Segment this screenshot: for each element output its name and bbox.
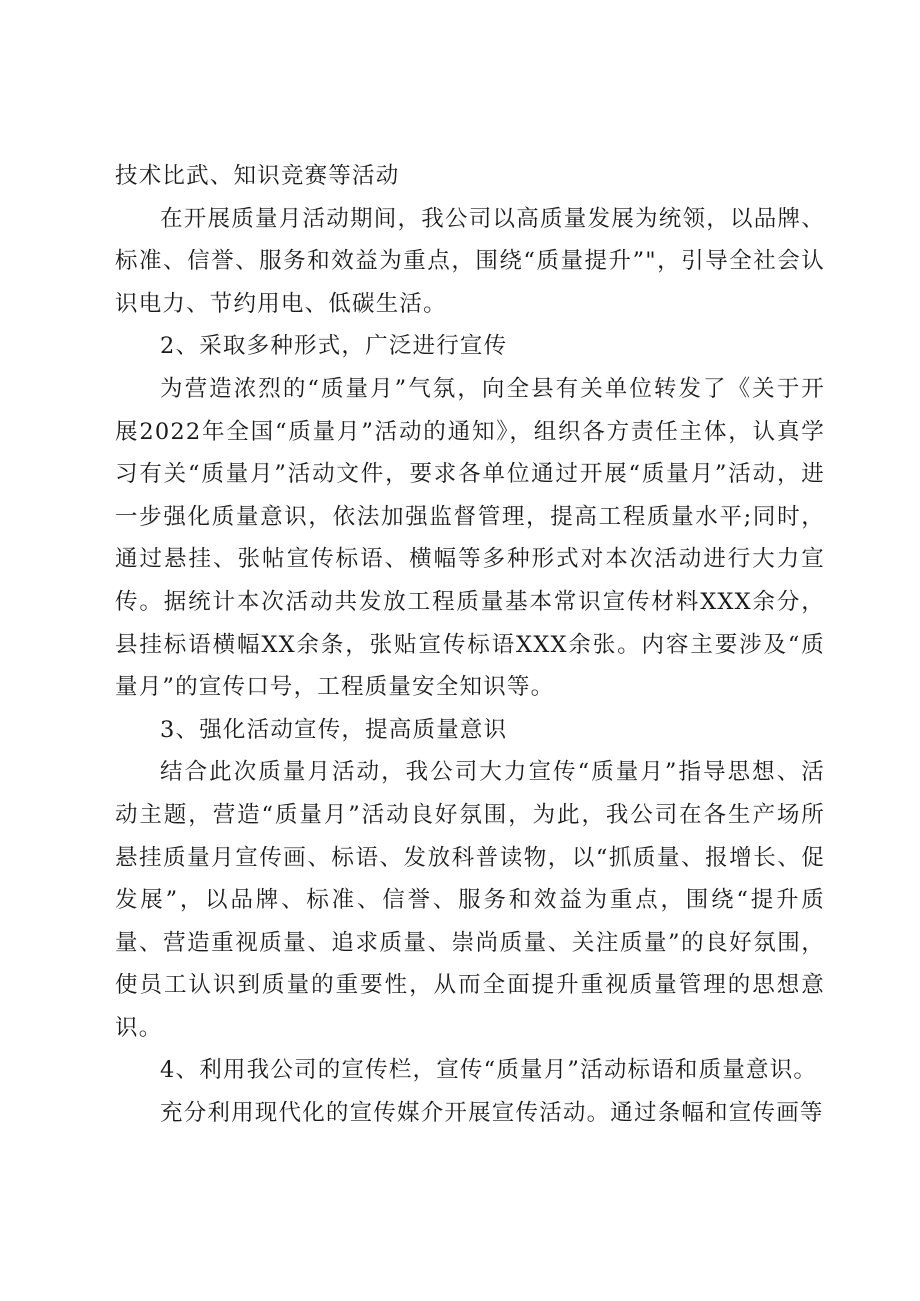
section-heading-3: 3、强化活动宣传，提高质量意识 (160, 716, 508, 743)
section-heading-4: 4、利用我公司的宣传栏，宣传“质量月”活动标语和质量意识。 (160, 1057, 818, 1084)
section-heading-2: 2、采取多种形式，广泛进行宣传 (160, 333, 508, 360)
paragraph-awareness: 结合此次质量月活动，我公司大力宣传“质量月”指导思想、活动主题，营造“质量月”活动良好氛围，为此，我公司在各生产场所悬挂质量月宣传画、标语、发放科普读物，以“抓质量、报增长、促发展”，以品牌、标准、信誉、服务和效益为重点，围绕“提升质量、营造重视质量、追求质量、崇尚质量、关注质量”的良好氛围，使员工认识到质量的重要性，从而全面提升重视质量管理的思想意识。 (115, 759, 825, 1041)
document-body (115, 155, 825, 1135)
paragraph-publicity: 为营造浓烈的“质量月”气氛，向全县有关单位转发了《关于开展2022年全国“质量月”活动的通知》，组织各方责任主体，认真学习有关“质量月”活动文件，要求各单位通过开展“质量月”活动，进一步强化质量意识，依法加强监督管理，提高工程质量水平;同时，通过悬挂、张帖宣传标语、横幅等多种形式对本次活动进行大力宣传。据统计本次活动共发放工程质量基本常识宣传材料XXX余分，县挂标语横幅XX余条，张贴宣传标语XXX余张。内容主要涉及“质量月”的宣传口号，工程质量安全知识等。 (115, 375, 825, 701)
paragraph-quality-month-intro: 在开展质量月活动期间，我公司以高质量发展为统领，以品牌、标准、信誉、服务和效益为重点，围绕“质量提升”"，引导全社会认识电力、节约用电、低碳生活。 (115, 205, 825, 317)
paragraph-continuation: 技术比武、知识竞赛等活动 (115, 163, 400, 189)
paragraph-media: 充分利用现代化的宣传媒介开展宣传活动。通过条幅和宣传画等 (160, 1100, 824, 1127)
